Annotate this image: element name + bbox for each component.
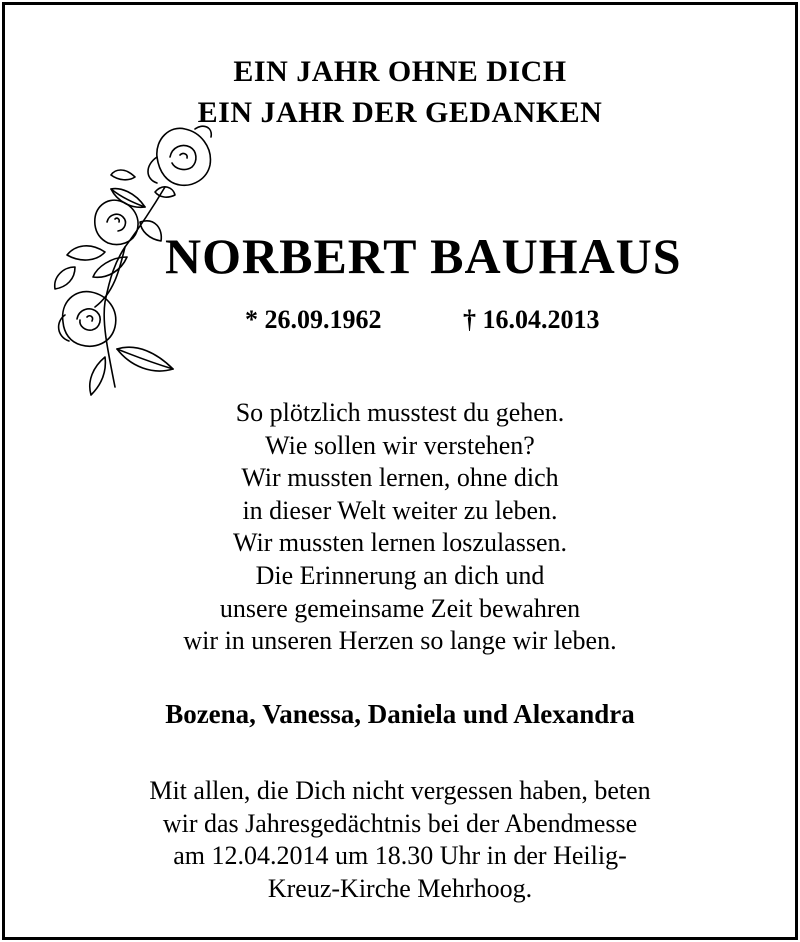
poem-line: So plötzlich musstest du gehen.: [235, 398, 565, 427]
notice-line: am 12.04.2014 um 18.30 Uhr in der Heilig-: [173, 841, 627, 871]
poem-line: Die Erinnerung an dich und: [255, 560, 545, 590]
poem: [5, 397, 795, 658]
notice-line: wir das Jahresgedächtnis bei der Abendmesse: [162, 808, 638, 838]
deceased-name: NORBERT BAUHAUS: [165, 228, 682, 284]
poem-line: Wir mussten lernen loszulassen.: [233, 528, 567, 558]
notice-line: Kreuz-Kirche Mehrhoog.: [267, 873, 533, 903]
notice-line: Mit allen, die Dich nicht vergessen haben, beten: [149, 776, 651, 805]
birth-date: * 26.09.1962: [245, 305, 382, 334]
heading-line-1: EIN JAHR OHNE DICH: [233, 55, 567, 88]
poem-line: Wie sollen wir verstehen?: [265, 430, 535, 460]
memorial-mass-notice: [5, 775, 795, 905]
poem-line: wir in unseren Herzen so lange wir leben.: [183, 626, 617, 656]
death-date: † 16.04.2013: [463, 305, 600, 334]
poem-line: Wir mussten lernen, ohne dich: [241, 463, 559, 493]
poem-line: unsere gemeinsame Zeit bewahren: [219, 593, 581, 623]
heading-line-2: EIN JAHR DER GEDANKEN: [197, 96, 603, 129]
signers: Bozena, Vanessa, Daniela und Alexandra: [165, 699, 635, 729]
poem-line: in dieser Welt weiter zu leben.: [242, 495, 558, 525]
obituary-notice: [2, 2, 798, 940]
